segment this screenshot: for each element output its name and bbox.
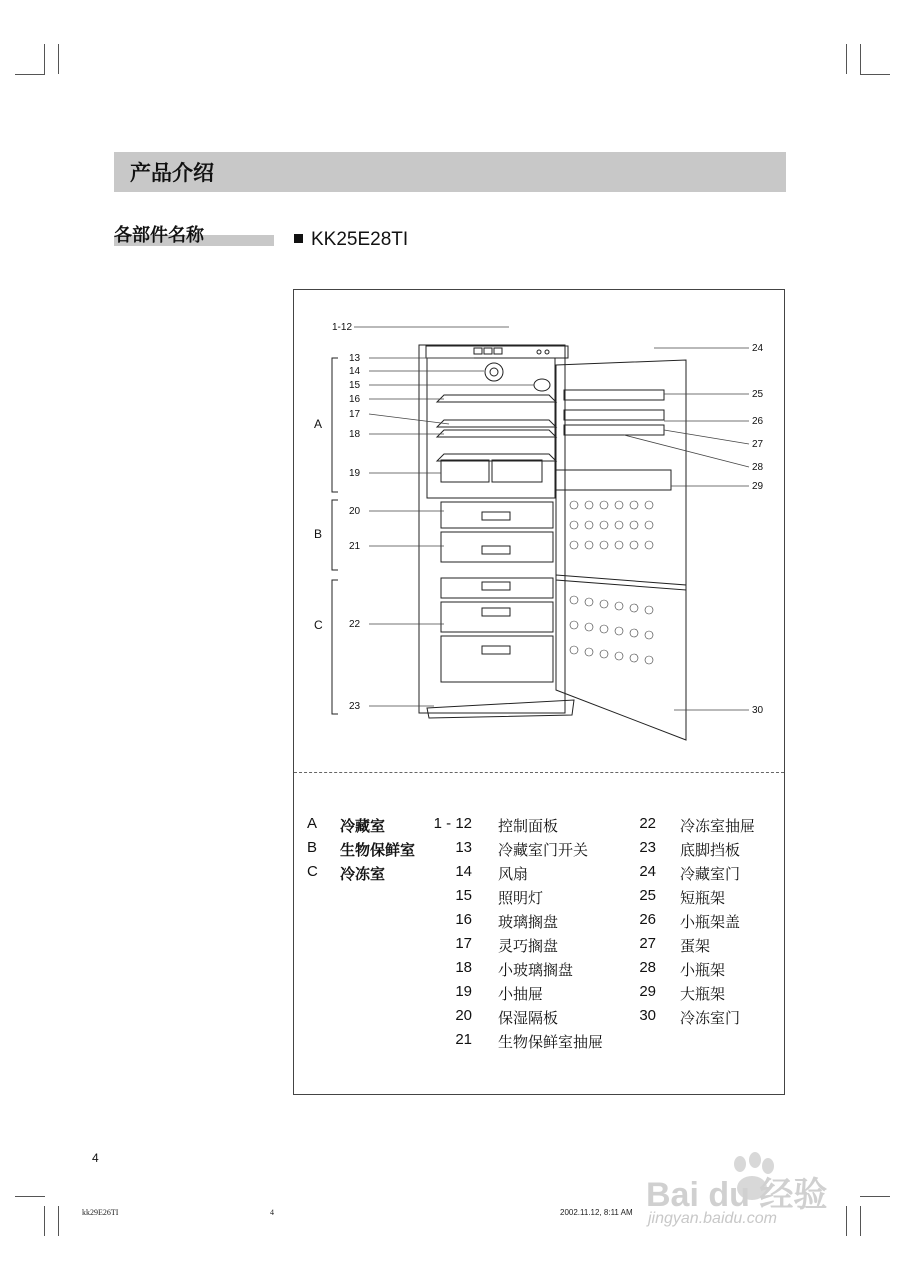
part-name: 控制面板 [498,817,559,835]
crop-mark [860,74,890,75]
glass-shelf [437,395,556,402]
crop-mark [846,44,847,74]
part-name: 小玻璃搁盘 [498,961,574,979]
watermark-logo-text: Bai du 经验 [646,1176,828,1214]
part-name: 保湿隔板 [498,1009,559,1027]
callout-26: 26 [752,416,764,427]
callout-13: 13 [349,353,361,364]
part-number: 29 [639,983,656,1000]
page-title-bar [114,152,786,192]
callout-1-12: 1-12 [332,322,353,333]
part-name: 短瓶架 [680,889,726,907]
small-drawer [492,460,542,482]
part-name: 灵巧搁盘 [498,937,559,955]
baidu-watermark-logo [640,1150,860,1250]
crop-mark [58,1206,59,1236]
callout-17: 17 [349,409,361,420]
plinth [427,700,574,718]
part-name: 风扇 [498,865,529,883]
callout-22: 22 [349,619,361,630]
zone-name: 冷冻室 [340,865,386,883]
part-number: 15 [455,887,472,904]
part-number: 21 [455,1031,472,1048]
small-bottle-rack-cover [564,410,664,420]
freezer-drawer [441,636,553,682]
callout-20: 20 [349,506,361,517]
fan [485,363,503,381]
part-name: 生物保鲜室抽屉 [498,1033,604,1051]
zone-b-marker: B [314,527,323,541]
part-number: 30 [639,1007,656,1024]
page-number: 4 [92,1151,99,1165]
watermark-url: jingyan.baidu.com [648,1210,777,1227]
part-name: 小瓶架盖 [680,913,741,931]
zone-letter: C [307,863,318,880]
crop-mark [860,44,861,74]
callout-21: 21 [349,541,361,552]
bio-fresh-drawer [441,532,553,562]
part-name: 小瓶架 [680,961,726,979]
part-number: 27 [639,935,656,952]
fridge-compartment [427,358,555,498]
control-display [484,348,492,354]
freezer-drawer [441,602,553,632]
part-number: 18 [455,959,472,976]
crop-mark [58,44,59,74]
paw-icon [734,1156,746,1172]
part-number: 14 [455,863,472,880]
part-number: 22 [639,815,656,832]
part-number: 17 [455,935,472,952]
legend-separator [294,772,784,773]
callout-29: 29 [752,481,764,492]
part-name: 玻璃搁盘 [498,913,559,931]
crop-mark [44,1206,45,1236]
part-name: 冷藏室门开关 [498,841,589,859]
footer-file-page: 4 [270,1208,274,1217]
part-number: 13 [455,839,472,856]
part-number: 20 [455,1007,472,1024]
callout-14: 14 [349,366,361,377]
model-heading [294,229,408,251]
section-title: 各部件名称 [114,225,204,246]
callout-23: 23 [349,701,361,712]
control-knob [537,350,541,354]
footer-timestamp: 2002.11.12, 8:11 AM [560,1208,633,1217]
small-glass-shelf [437,430,556,437]
callout-24: 24 [752,343,764,354]
page-title: 产品介绍 [130,161,214,185]
part-number: 25 [639,887,656,904]
part-name: 小抽屉 [498,985,544,1003]
humidity-divider [441,502,553,528]
part-number: 26 [639,911,656,928]
callout-15: 15 [349,380,361,391]
lamp [534,379,550,391]
part-name: 冷冻室门 [680,1009,741,1027]
zone-a-marker: A [314,417,323,431]
model-number: KK25E28TI [311,229,409,250]
part-name: 冷藏室门 [680,865,741,883]
callout-19: 19 [349,468,361,479]
callout-27: 27 [752,439,764,450]
zone-letter: A [307,815,318,832]
part-number: 24 [639,863,656,880]
crop-mark [15,74,45,75]
part-name: 底脚挡板 [680,841,741,859]
footer-file-name: kk29E26TI [82,1208,119,1217]
part-number: 28 [639,959,656,976]
crop-mark [15,1196,45,1197]
control-knob [545,350,549,354]
part-number: 19 [455,983,472,1000]
callout-16: 16 [349,394,361,405]
zone-name: 生物保鲜室 [340,841,416,859]
fridge-diagram [294,290,784,770]
part-number: 16 [455,911,472,928]
crop-mark [860,1196,890,1197]
part-number: 23 [639,839,656,856]
control-display [494,348,502,354]
fridge-door [556,360,686,590]
callout-25: 25 [752,389,764,400]
part-number: 1 - 12 [433,815,472,832]
part-name: 冷冻室抽屉 [680,817,756,835]
large-bottle-rack [556,470,671,490]
crop-mark [860,1206,861,1236]
callout-30: 30 [752,705,764,716]
smart-shelf [437,420,556,427]
zone-c-marker: C [314,618,323,632]
part-name: 大瓶架 [680,985,726,1003]
bullet-square-icon [294,234,303,243]
callout-18: 18 [349,429,361,440]
crop-mark [44,44,45,74]
zone-name: 冷藏室 [340,817,386,835]
part-name: 照明灯 [498,889,544,907]
zone-letter: B [307,839,318,856]
control-display [474,348,482,354]
callout-28: 28 [752,462,764,473]
small-bottle-rack [564,425,664,435]
part-name: 蛋架 [680,937,711,955]
small-drawer [441,460,489,482]
short-bottle-rack [564,390,664,400]
freezer-drawer [441,578,553,598]
